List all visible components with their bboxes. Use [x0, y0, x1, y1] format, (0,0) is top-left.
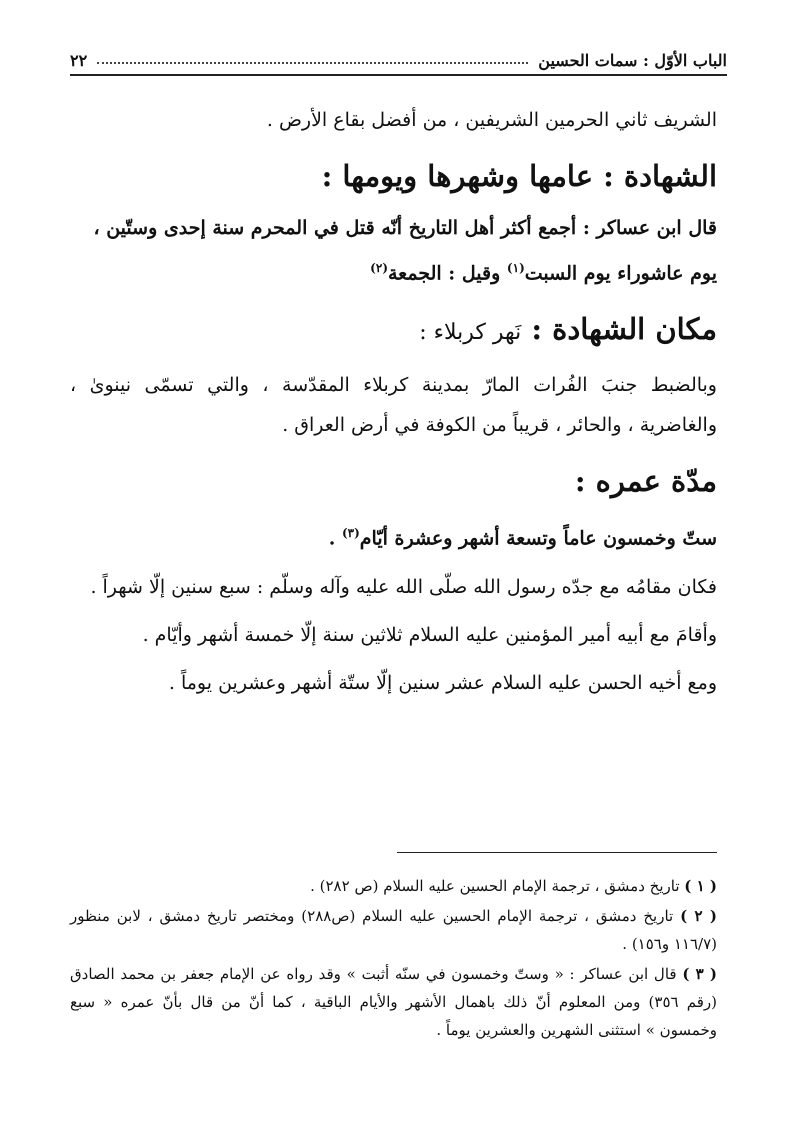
paragraph-4-text: ستّ وخمسون عاماً وتسعة أشهر وعشرة أيّام	[359, 527, 717, 550]
paragraph-6: وأقامَ مع أبيه أمير المؤمنين عليه السلام ثلاثين سنة إلّا خمسة أشهر وأيّام .	[142, 623, 717, 646]
paragraph-5: فكان مقامُه مع جدّه رسول الله صلّى الله عليه وآله وسلّم : سبع سنين إلّا شهراً .	[90, 575, 717, 598]
heading-martyrdom-place	[70, 307, 717, 355]
heading-lifespan: مدّة عمره :	[574, 464, 717, 499]
heading-martyrdom-place-river: نَهر كربلاء :	[419, 320, 522, 346]
footnote-1-text: تاريخ دمشق ، ترجمة الإمام الحسين عليه السلام (ص ٢٨٢) .	[310, 877, 685, 895]
footnote-3-text: قال ابن عساكر : « وستّ وخمسون في سنّه أثبت » وقد رواه عن الإمام جعفر بن محمد الصادق (رقم ٣٥٦) ومن المعلوم أنّ ذلك باهمال الأشهر والأيام الباقية ، كما أنّ من قال بأنّ عمره « سبع وخمسون » استثنى الشهرين والعشرين يوماً .	[70, 965, 717, 1039]
page-number: ٢٢	[70, 51, 88, 70]
header-dot-leader	[97, 62, 528, 64]
paragraph-2-line-1: قال ابن عساكر : أجمع أكثر أهل التاريخ أنّه قتل في المحرم سنة إحدى وستّين ،	[93, 217, 717, 239]
paragraph-2-line-2a: يوم عاشوراء يوم السبت	[524, 262, 717, 285]
footnote-ref-1: (١)	[506, 261, 525, 275]
page-header	[70, 38, 727, 76]
footnote-3	[70, 960, 717, 1044]
paragraph-7: ومع أخيه الحسن عليه السلام عشر سنين إلّا ستّة أشهر وعشرين يوماً .	[168, 671, 717, 694]
footnote-ref-3: (٣)	[341, 526, 360, 541]
heading-martyrdom-date: الشهادة : عامها وشهرها ويومها :	[321, 159, 717, 193]
footnotes	[70, 872, 717, 1046]
paragraph-2	[70, 208, 717, 293]
paragraph-2-line-2b: وقيل : الجمعة	[388, 262, 507, 285]
paragraph-3: وبالضبط جنبَ الفُرات المارّ بمدينة كربلاء المقدّسة ، والتي تسمّى نينوىٰ ، والغاضرية ، والحائر ، قريباً من الكوفة في أرض العراق .	[70, 374, 717, 437]
footnote-3-number: ( ٣ )	[682, 965, 717, 983]
heading-martyrdom-place-main: مكان الشهادة :	[521, 312, 717, 347]
paragraph-1: الشريف ثاني الحرمين الشريفين ، من أفضل بقاع الأرض .	[266, 109, 717, 131]
paragraph-4	[70, 513, 717, 558]
footnote-2-number: ( ٢ )	[680, 907, 717, 925]
footnote-1	[70, 872, 717, 900]
footnote-separator	[397, 852, 717, 853]
paragraph-4-end: .	[328, 527, 342, 550]
chapter-title: الباب الأوّل : سمات الحسين	[538, 51, 727, 70]
footnote-1-number: ( ١ )	[684, 877, 717, 895]
footnote-2	[70, 902, 717, 958]
footnote-2-text: تاريخ دمشق ، ترجمة الإمام الحسين عليه السلام (ص٢٨٨) ومختصر تاريخ دمشق ، لابن منظور (١١٦/٧ و١٥٦) .	[70, 907, 717, 953]
footnote-ref-2: (٢)	[370, 261, 388, 275]
page-body	[70, 100, 717, 703]
